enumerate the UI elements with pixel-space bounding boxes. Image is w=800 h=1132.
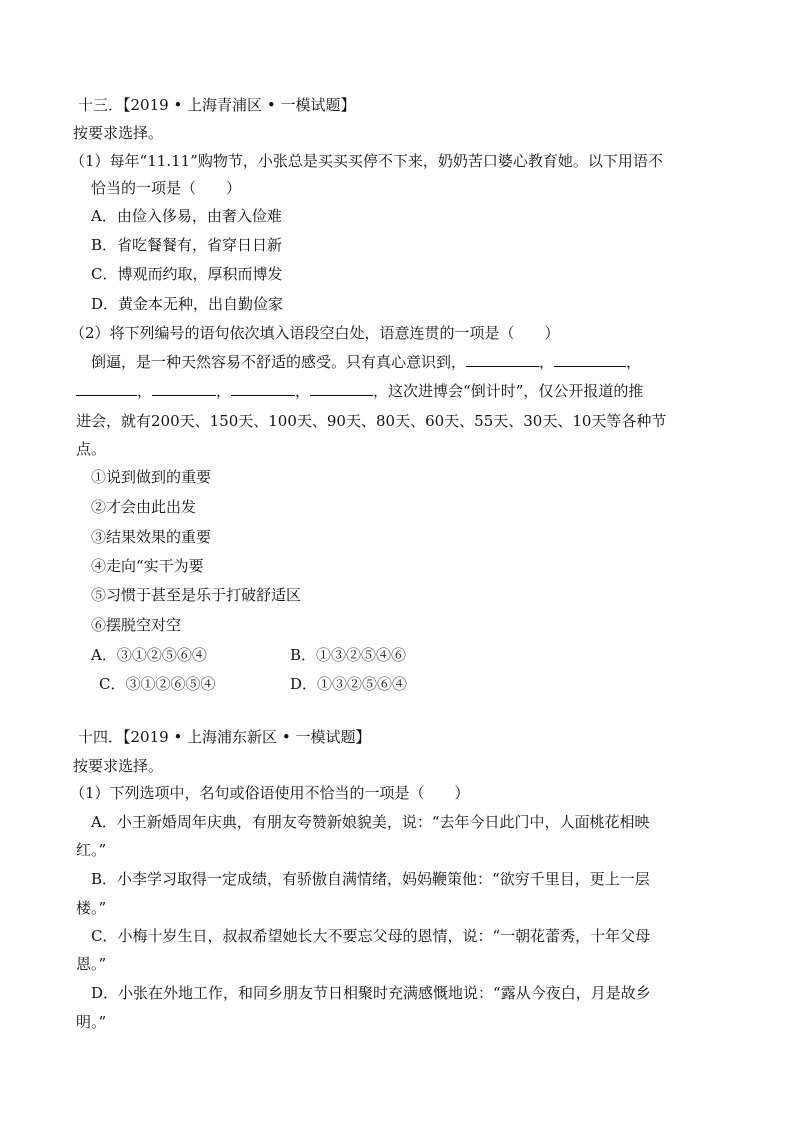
q13-p2-item-5: ⑤习惯于甚至是乐于打破舒适区 <box>91 586 302 604</box>
q13-p1-option-b: B．省吃餐餐有，省穿日日新 <box>91 236 283 254</box>
q13-p2-passage-line4: 点。 <box>76 440 107 458</box>
q13-p2-option-d: D．①③②⑤⑥④ <box>290 675 408 693</box>
q13-p1-option-a: A．由俭入侈易，由奢入俭难 <box>91 207 282 225</box>
q14-option-b-line2: 楼。” <box>76 899 107 917</box>
q13-p1-line1: （1）每年“11.11”购物节，小张总是买买买停不下来，奶奶苦口婆心教育她。以下用语不 <box>70 152 663 170</box>
comma: ， <box>539 353 555 371</box>
q14-instruction: 按要求选择。 <box>73 757 164 775</box>
q14-option-d-line1: D．小张在外地工作，和同乡朋友节日相聚时充满感慨地说：“露从今夜白，月是故乡 <box>91 984 651 1002</box>
fill-blank-5 <box>231 381 295 396</box>
q13-p2-item-4: ④走向“实干为要 <box>91 557 204 575</box>
comma: ， <box>626 353 642 371</box>
q14-p1-line1: （1）下列选项中，名句或俗语使用不恰当的一项是（ ） <box>70 784 470 802</box>
comma: ， <box>137 382 153 400</box>
q13-p1-option-d: D．黄金本无种，出自勤俭家 <box>91 295 284 313</box>
passage-text: 倒逼，是一种天然容易不舒适的感受。只有真心意识到， <box>91 353 467 371</box>
q13-p2-option-a: A．③①②⑤⑥④ <box>91 646 207 664</box>
fill-blank-6 <box>310 381 373 396</box>
fill-blank-3 <box>76 381 137 396</box>
q13-p2-passage-line2 <box>76 381 643 401</box>
fill-blank-4 <box>152 381 216 396</box>
q13-p2-option-c: C．③①②⑥⑤④ <box>99 675 216 693</box>
passage-text: ，这次进博会“倒计时”，仅公开报道的推 <box>373 382 644 400</box>
q13-p2-item-2: ②才会由此出发 <box>91 498 197 516</box>
q13-p2-option-b: B．①③②⑤④⑥ <box>290 646 407 664</box>
q14-header: 十四．【2019 • 上海浦东新区 • 一模试题】 <box>78 728 371 746</box>
q14-option-c-line1: C．小梅十岁生日，叔叔希望她长大不要忘父母的恩情，说：“一朝花蕾秀，十年父母 <box>91 927 651 945</box>
q13-p2-item-3: ③结果效果的重要 <box>91 528 212 546</box>
q14-option-a-line2: 红。” <box>76 841 107 859</box>
q13-p1-line2: 恰当的一项是（ ） <box>91 179 242 197</box>
comma: ， <box>295 382 311 400</box>
q13-p2-passage-line1 <box>91 352 641 372</box>
q13-p2-item-1: ①说到做到的重要 <box>91 468 212 486</box>
q13-p2-item-6: ⑥摆脱空对空 <box>91 616 182 634</box>
q14-option-d-line2: 明。” <box>76 1013 107 1031</box>
fill-blank-1 <box>466 352 539 367</box>
comma: ， <box>216 382 232 400</box>
q13-p2-line1: （2）将下列编号的语句依次填入语段空白处，语意连贯的一项是（ ） <box>70 324 560 342</box>
fill-blank-2 <box>554 352 626 367</box>
q14-option-c-line2: 恩。” <box>76 955 107 973</box>
q13-instruction: 按要求选择。 <box>73 124 164 142</box>
q13-p1-option-c: C．博观而约取，厚积而博发 <box>91 265 283 283</box>
q13-p2-passage-line3: 进会，就有200天、150天、100天、90天、80天、60天、55天、30天、10天等各种节 <box>76 412 667 430</box>
q14-option-a-line1: A．小王新婚周年庆典，有朋友夸赞新娘貌美，说：“去年今日此门中，人面桃花相映 <box>91 813 650 831</box>
q13-header: 十三．【2019 • 上海青浦区 • 一模试题】 <box>78 96 356 114</box>
q14-option-b-line1: B．小李学习取得一定成绩，有骄傲自满情绪，妈妈鞭策他：“欲穷千里目，更上一层 <box>91 870 650 888</box>
